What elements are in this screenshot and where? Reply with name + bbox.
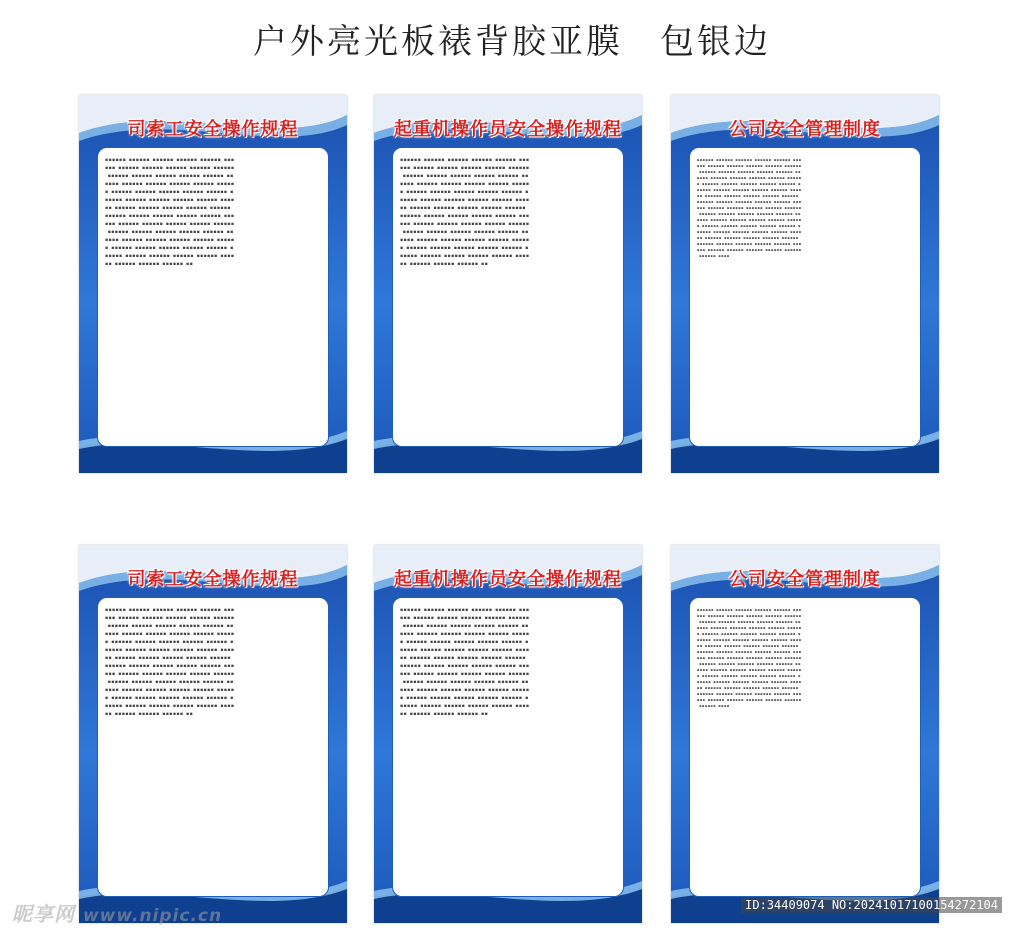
safety-board-5 — [374, 545, 642, 923]
safety-board-3 — [671, 95, 939, 473]
safety-board-2 — [374, 95, 642, 473]
site-url: www.nipic.cn — [82, 906, 223, 926]
board-title: 司索工安全操作规程 — [127, 119, 299, 140]
board-title: 公司安全管理制度 — [729, 119, 881, 140]
image-id-label: ID:34409074 NO:20241017100154272104 — [741, 897, 1002, 913]
safety-board-1 — [79, 95, 347, 473]
page-title: 户外亮光板裱背胶亚膜 包银边 — [253, 22, 771, 62]
board-body-text: ▪▪▪▪▪▪ ▪▪▪▪▪▪ ▪▪▪▪▪▪ ▪▪▪▪▪▪ ▪▪▪▪▪▪ ▪▪▪ ▪▪▪ ▪▪▪▪▪▪ ▪▪▪▪▪▪ ▪▪▪▪▪▪ ▪▪▪▪▪▪ ▪▪▪▪▪▪ ▪▪▪▪▪▪ ▪▪▪▪▪▪ ▪▪▪▪▪▪ ▪▪▪▪▪▪ ▪▪▪▪▪▪ ▪▪ ▪▪▪▪ ▪▪▪▪▪▪ ▪▪▪▪▪▪ ▪▪▪▪▪▪ ▪▪▪▪▪▪ ▪▪▪▪▪ ▪ ▪▪▪▪▪▪ ▪▪▪▪▪▪ ▪▪▪▪▪▪ ▪▪▪▪▪▪ ▪▪▪▪▪▪ ▪ ▪▪▪▪▪ ▪▪▪▪▪▪ ▪▪▪▪▪▪ ▪▪▪▪▪▪ ▪▪▪▪▪▪ ▪▪▪▪ ▪▪ ▪▪▪▪▪▪ ▪▪▪▪▪▪ ▪▪▪▪▪▪ ▪▪▪▪▪▪ ▪▪▪▪▪▪ ▪▪▪▪▪▪ ▪▪▪▪▪▪ ▪▪▪▪▪▪ ▪▪▪▪▪▪ ▪▪▪▪▪▪ ▪▪▪ ▪▪▪ ▪▪▪▪▪▪ ▪▪▪▪▪▪ ▪▪▪▪▪▪ ▪▪▪▪▪▪ ▪▪▪▪▪▪ ▪▪▪▪▪▪ ▪▪▪▪▪▪ ▪▪▪▪▪▪ ▪▪▪▪▪▪ ▪▪▪▪▪▪ ▪▪ ▪▪▪▪ ▪▪▪▪▪▪ ▪▪▪▪▪▪ ▪▪▪▪▪▪ ▪▪▪▪▪▪ ▪▪▪▪▪ ▪ ▪▪▪▪▪▪ ▪▪▪▪▪▪ ▪▪▪▪▪▪ ▪▪▪▪▪▪ ▪▪▪▪▪▪ ▪ ▪▪▪▪▪ ▪▪▪▪▪▪ ▪▪▪▪▪▪ ▪▪▪▪▪▪ ▪▪▪▪▪▪ ▪▪▪▪ ▪▪ ▪▪▪▪▪▪ ▪▪▪▪▪▪ ▪▪▪▪▪▪ ▪▪ — [400, 158, 530, 267]
board-title: 起重机操作员安全操作规程 — [394, 119, 622, 140]
safety-board-4 — [79, 545, 347, 923]
board-body-text: ▪▪▪▪▪▪ ▪▪▪▪▪▪ ▪▪▪▪▪▪ ▪▪▪▪▪▪ ▪▪▪▪▪▪ ▪▪▪ ▪▪▪ ▪▪▪▪▪▪ ▪▪▪▪▪▪ ▪▪▪▪▪▪ ▪▪▪▪▪▪ ▪▪▪▪▪▪ ▪▪▪▪▪▪ ▪▪▪▪▪▪ ▪▪▪▪▪▪ ▪▪▪▪▪▪ ▪▪▪▪▪▪ ▪▪ ▪▪▪▪ ▪▪▪▪▪▪ ▪▪▪▪▪▪ ▪▪▪▪▪▪ ▪▪▪▪▪▪ ▪▪▪▪▪ ▪ ▪▪▪▪▪▪ ▪▪▪▪▪▪ ▪▪▪▪▪▪ ▪▪▪▪▪▪ ▪▪▪▪▪▪ ▪ ▪▪▪▪▪ ▪▪▪▪▪▪ ▪▪▪▪▪▪ ▪▪▪▪▪▪ ▪▪▪▪▪▪ ▪▪▪▪ ▪▪ ▪▪▪▪▪▪ ▪▪▪▪▪▪ ▪▪▪▪▪▪ ▪▪▪▪▪▪ ▪▪▪▪▪▪ ▪▪▪▪▪▪ ▪▪▪▪▪▪ ▪▪▪▪▪▪ ▪▪▪▪▪▪ ▪▪▪▪▪▪ ▪▪▪ ▪▪▪ ▪▪▪▪▪▪ ▪▪▪▪▪▪ ▪▪▪▪▪▪ ▪▪▪▪▪▪ ▪▪▪▪▪▪ ▪▪▪▪▪▪ ▪▪▪▪▪▪ ▪▪▪▪▪▪ ▪▪▪▪▪▪ ▪▪▪▪▪▪ ▪▪ ▪▪▪▪ ▪▪▪▪▪▪ ▪▪▪▪▪▪ ▪▪▪▪▪▪ ▪▪▪▪▪▪ ▪▪▪▪▪ ▪ ▪▪▪▪▪▪ ▪▪▪▪▪▪ ▪▪▪▪▪▪ ▪▪▪▪▪▪ ▪▪▪▪▪▪ ▪ ▪▪▪▪▪ ▪▪▪▪▪▪ ▪▪▪▪▪▪ ▪▪▪▪▪▪ ▪▪▪▪▪▪ ▪▪▪▪ ▪▪ ▪▪▪▪▪▪ ▪▪▪▪▪▪ ▪▪▪▪▪▪ ▪▪▪▪▪▪ ▪▪▪▪▪▪ ▪▪▪▪▪▪ ▪▪▪▪▪▪ ▪▪▪▪▪▪ ▪▪▪▪▪▪ ▪▪▪▪▪▪ ▪▪▪ ▪▪▪ ▪▪▪▪▪▪ ▪▪▪▪▪▪ ▪▪▪▪▪▪ ▪▪▪▪▪▪ ▪▪▪▪▪▪ ▪▪▪▪▪▪ ▪▪▪▪ — [697, 608, 802, 708]
board-title: 司索工安全操作规程 — [127, 569, 299, 590]
site-name: 昵享网 — [12, 902, 75, 926]
board-body-text: ▪▪▪▪▪▪ ▪▪▪▪▪▪ ▪▪▪▪▪▪ ▪▪▪▪▪▪ ▪▪▪▪▪▪ ▪▪▪ ▪▪▪ ▪▪▪▪▪▪ ▪▪▪▪▪▪ ▪▪▪▪▪▪ ▪▪▪▪▪▪ ▪▪▪▪▪▪ ▪▪▪▪▪▪ ▪▪▪▪▪▪ ▪▪▪▪▪▪ ▪▪▪▪▪▪ ▪▪▪▪▪▪ ▪▪ ▪▪▪▪ ▪▪▪▪▪▪ ▪▪▪▪▪▪ ▪▪▪▪▪▪ ▪▪▪▪▪▪ ▪▪▪▪▪ ▪ ▪▪▪▪▪▪ ▪▪▪▪▪▪ ▪▪▪▪▪▪ ▪▪▪▪▪▪ ▪▪▪▪▪▪ ▪ ▪▪▪▪▪ ▪▪▪▪▪▪ ▪▪▪▪▪▪ ▪▪▪▪▪▪ ▪▪▪▪▪▪ ▪▪▪▪ ▪▪ ▪▪▪▪▪▪ ▪▪▪▪▪▪ ▪▪▪▪▪▪ ▪▪▪▪▪▪ ▪▪▪▪▪▪ ▪▪▪▪▪▪ ▪▪▪▪▪▪ ▪▪▪▪▪▪ ▪▪▪▪▪▪ ▪▪▪▪▪▪ ▪▪▪ ▪▪▪ ▪▪▪▪▪▪ ▪▪▪▪▪▪ ▪▪▪▪▪▪ ▪▪▪▪▪▪ ▪▪▪▪▪▪ ▪▪▪▪▪▪ ▪▪▪▪▪▪ ▪▪▪▪▪▪ ▪▪▪▪▪▪ ▪▪▪▪▪▪ ▪▪ ▪▪▪▪ ▪▪▪▪▪▪ ▪▪▪▪▪▪ ▪▪▪▪▪▪ ▪▪▪▪▪▪ ▪▪▪▪▪ ▪ ▪▪▪▪▪▪ ▪▪▪▪▪▪ ▪▪▪▪▪▪ ▪▪▪▪▪▪ ▪▪▪▪▪▪ ▪ ▪▪▪▪▪ ▪▪▪▪▪▪ ▪▪▪▪▪▪ ▪▪▪▪▪▪ ▪▪▪▪▪▪ ▪▪▪▪ ▪▪ ▪▪▪▪▪▪ ▪▪▪▪▪▪ ▪▪▪▪▪▪ ▪▪ — [105, 608, 235, 717]
board-title: 公司安全管理制度 — [729, 569, 881, 590]
safety-board-6 — [671, 545, 939, 923]
site-watermark — [12, 898, 222, 927]
board-body-text: ▪▪▪▪▪▪ ▪▪▪▪▪▪ ▪▪▪▪▪▪ ▪▪▪▪▪▪ ▪▪▪▪▪▪ ▪▪▪ ▪▪▪ ▪▪▪▪▪▪ ▪▪▪▪▪▪ ▪▪▪▪▪▪ ▪▪▪▪▪▪ ▪▪▪▪▪▪ ▪▪▪▪▪▪ ▪▪▪▪▪▪ ▪▪▪▪▪▪ ▪▪▪▪▪▪ ▪▪▪▪▪▪ ▪▪ ▪▪▪▪ ▪▪▪▪▪▪ ▪▪▪▪▪▪ ▪▪▪▪▪▪ ▪▪▪▪▪▪ ▪▪▪▪▪ ▪ ▪▪▪▪▪▪ ▪▪▪▪▪▪ ▪▪▪▪▪▪ ▪▪▪▪▪▪ ▪▪▪▪▪▪ ▪ ▪▪▪▪▪ ▪▪▪▪▪▪ ▪▪▪▪▪▪ ▪▪▪▪▪▪ ▪▪▪▪▪▪ ▪▪▪▪ ▪▪ ▪▪▪▪▪▪ ▪▪▪▪▪▪ ▪▪▪▪▪▪ ▪▪▪▪▪▪ ▪▪▪▪▪▪ ▪▪▪▪▪▪ ▪▪▪▪▪▪ ▪▪▪▪▪▪ ▪▪▪▪▪▪ ▪▪▪▪▪▪ ▪▪▪ ▪▪▪ ▪▪▪▪▪▪ ▪▪▪▪▪▪ ▪▪▪▪▪▪ ▪▪▪▪▪▪ ▪▪▪▪▪▪ ▪▪▪▪▪▪ ▪▪▪▪▪▪ ▪▪▪▪▪▪ ▪▪▪▪▪▪ ▪▪▪▪▪▪ ▪▪ ▪▪▪▪ ▪▪▪▪▪▪ ▪▪▪▪▪▪ ▪▪▪▪▪▪ ▪▪▪▪▪▪ ▪▪▪▪▪ ▪ ▪▪▪▪▪▪ ▪▪▪▪▪▪ ▪▪▪▪▪▪ ▪▪▪▪▪▪ ▪▪▪▪▪▪ ▪ ▪▪▪▪▪ ▪▪▪▪▪▪ ▪▪▪▪▪▪ ▪▪▪▪▪▪ ▪▪▪▪▪▪ ▪▪▪▪ ▪▪ ▪▪▪▪▪▪ ▪▪▪▪▪▪ ▪▪▪▪▪▪ ▪▪ — [105, 158, 235, 267]
board-title: 起重机操作员安全操作规程 — [394, 569, 622, 590]
board-body-text: ▪▪▪▪▪▪ ▪▪▪▪▪▪ ▪▪▪▪▪▪ ▪▪▪▪▪▪ ▪▪▪▪▪▪ ▪▪▪ ▪▪▪ ▪▪▪▪▪▪ ▪▪▪▪▪▪ ▪▪▪▪▪▪ ▪▪▪▪▪▪ ▪▪▪▪▪▪ ▪▪▪▪▪▪ ▪▪▪▪▪▪ ▪▪▪▪▪▪ ▪▪▪▪▪▪ ▪▪▪▪▪▪ ▪▪ ▪▪▪▪ ▪▪▪▪▪▪ ▪▪▪▪▪▪ ▪▪▪▪▪▪ ▪▪▪▪▪▪ ▪▪▪▪▪ ▪ ▪▪▪▪▪▪ ▪▪▪▪▪▪ ▪▪▪▪▪▪ ▪▪▪▪▪▪ ▪▪▪▪▪▪ ▪ ▪▪▪▪▪ ▪▪▪▪▪▪ ▪▪▪▪▪▪ ▪▪▪▪▪▪ ▪▪▪▪▪▪ ▪▪▪▪ ▪▪ ▪▪▪▪▪▪ ▪▪▪▪▪▪ ▪▪▪▪▪▪ ▪▪▪▪▪▪ ▪▪▪▪▪▪ ▪▪▪▪▪▪ ▪▪▪▪▪▪ ▪▪▪▪▪▪ ▪▪▪▪▪▪ ▪▪▪▪▪▪ ▪▪▪ ▪▪▪ ▪▪▪▪▪▪ ▪▪▪▪▪▪ ▪▪▪▪▪▪ ▪▪▪▪▪▪ ▪▪▪▪▪▪ ▪▪▪▪▪▪ ▪▪▪▪▪▪ ▪▪▪▪▪▪ ▪▪▪▪▪▪ ▪▪▪▪▪▪ ▪▪ ▪▪▪▪ ▪▪▪▪▪▪ ▪▪▪▪▪▪ ▪▪▪▪▪▪ ▪▪▪▪▪▪ ▪▪▪▪▪ ▪ ▪▪▪▪▪▪ ▪▪▪▪▪▪ ▪▪▪▪▪▪ ▪▪▪▪▪▪ ▪▪▪▪▪▪ ▪ ▪▪▪▪▪ ▪▪▪▪▪▪ ▪▪▪▪▪▪ ▪▪▪▪▪▪ ▪▪▪▪▪▪ ▪▪▪▪ ▪▪ ▪▪▪▪▪▪ ▪▪▪▪▪▪ ▪▪▪▪▪▪ ▪▪ — [400, 608, 530, 717]
board-body-text: ▪▪▪▪▪▪ ▪▪▪▪▪▪ ▪▪▪▪▪▪ ▪▪▪▪▪▪ ▪▪▪▪▪▪ ▪▪▪ ▪▪▪ ▪▪▪▪▪▪ ▪▪▪▪▪▪ ▪▪▪▪▪▪ ▪▪▪▪▪▪ ▪▪▪▪▪▪ ▪▪▪▪▪▪ ▪▪▪▪▪▪ ▪▪▪▪▪▪ ▪▪▪▪▪▪ ▪▪▪▪▪▪ ▪▪ ▪▪▪▪ ▪▪▪▪▪▪ ▪▪▪▪▪▪ ▪▪▪▪▪▪ ▪▪▪▪▪▪ ▪▪▪▪▪ ▪ ▪▪▪▪▪▪ ▪▪▪▪▪▪ ▪▪▪▪▪▪ ▪▪▪▪▪▪ ▪▪▪▪▪▪ ▪ ▪▪▪▪▪ ▪▪▪▪▪▪ ▪▪▪▪▪▪ ▪▪▪▪▪▪ ▪▪▪▪▪▪ ▪▪▪▪ ▪▪ ▪▪▪▪▪▪ ▪▪▪▪▪▪ ▪▪▪▪▪▪ ▪▪▪▪▪▪ ▪▪▪▪▪▪ ▪▪▪▪▪▪ ▪▪▪▪▪▪ ▪▪▪▪▪▪ ▪▪▪▪▪▪ ▪▪▪▪▪▪ ▪▪▪ ▪▪▪ ▪▪▪▪▪▪ ▪▪▪▪▪▪ ▪▪▪▪▪▪ ▪▪▪▪▪▪ ▪▪▪▪▪▪ ▪▪▪▪▪▪ ▪▪▪▪▪▪ ▪▪▪▪▪▪ ▪▪▪▪▪▪ ▪▪▪▪▪▪ ▪▪ ▪▪▪▪ ▪▪▪▪▪▪ ▪▪▪▪▪▪ ▪▪▪▪▪▪ ▪▪▪▪▪▪ ▪▪▪▪▪ ▪ ▪▪▪▪▪▪ ▪▪▪▪▪▪ ▪▪▪▪▪▪ ▪▪▪▪▪▪ ▪▪▪▪▪▪ ▪ ▪▪▪▪▪ ▪▪▪▪▪▪ ▪▪▪▪▪▪ ▪▪▪▪▪▪ ▪▪▪▪▪▪ ▪▪▪▪ ▪▪ ▪▪▪▪▪▪ ▪▪▪▪▪▪ ▪▪▪▪▪▪ ▪▪▪▪▪▪ ▪▪▪▪▪▪ ▪▪▪▪▪▪ ▪▪▪▪▪▪ ▪▪▪▪▪▪ ▪▪▪▪▪▪ ▪▪▪▪▪▪ ▪▪▪ ▪▪▪ ▪▪▪▪▪▪ ▪▪▪▪▪▪ ▪▪▪▪▪▪ ▪▪▪▪▪▪ ▪▪▪▪▪▪ ▪▪▪▪▪▪ ▪▪▪▪ — [697, 158, 802, 258]
